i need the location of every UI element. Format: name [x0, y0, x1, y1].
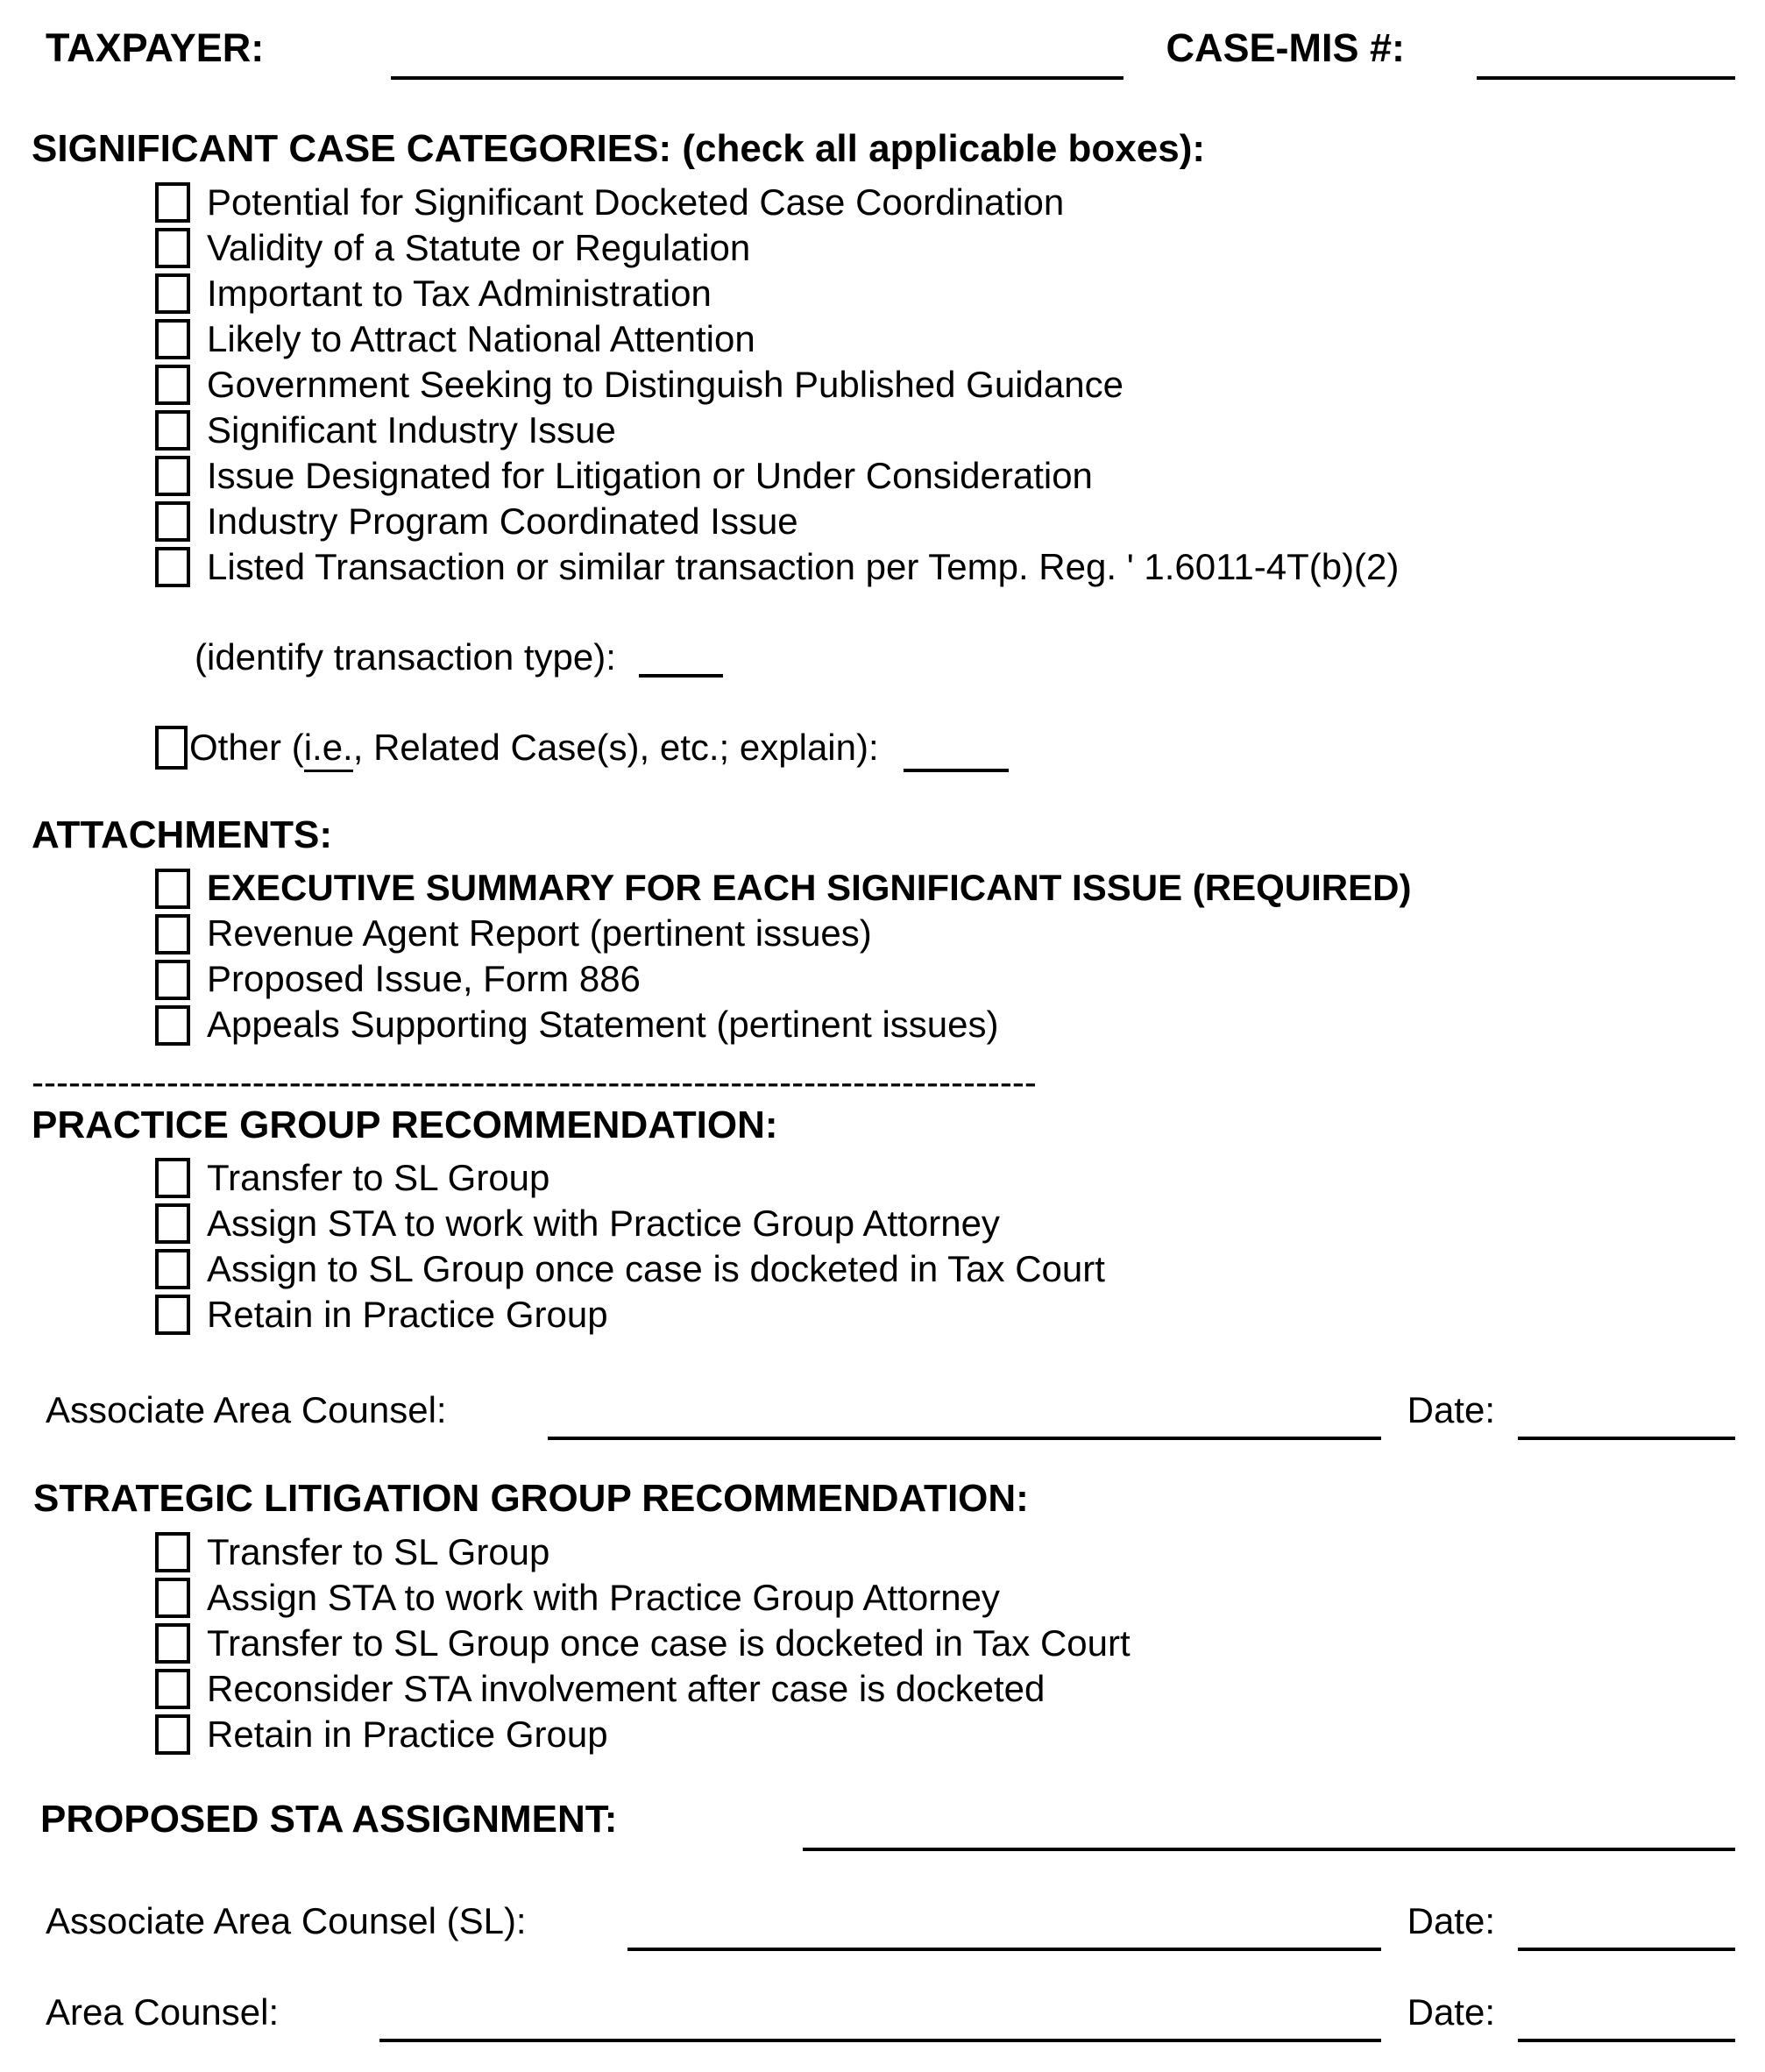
checkbox-important-tax-admin[interactable]	[155, 273, 190, 314]
significant-categories-heading: SIGNIFICANT CASE CATEGORIES: (check all applicable boxes):	[32, 127, 1205, 170]
checkbox-label: Transfer to SL Group	[207, 1530, 550, 1572]
category-row	[155, 544, 1735, 590]
checkbox-revenue-agent-report[interactable]	[155, 914, 190, 954]
checkbox-label: Government Seeking to Distinguish Published Guidance	[207, 363, 1124, 405]
checkbox-label: Important to Tax Administration	[207, 272, 712, 314]
checkbox-slg-reconsider-sta[interactable]	[155, 1669, 190, 1709]
checkbox-validity-statute[interactable]	[155, 228, 190, 268]
recommendation-row	[155, 1155, 1735, 1201]
date-input-line[interactable]	[1518, 1918, 1735, 1951]
category-row	[155, 225, 1735, 271]
checkbox-label: Potential for Significant Docketed Case Coordination	[207, 181, 1065, 223]
date-label: Date:	[1407, 1899, 1495, 1941]
case-mis-label: CASE-MIS #:	[1166, 25, 1405, 70]
checkbox-distinguish-guidance[interactable]	[155, 365, 190, 405]
area-counsel-signature-line[interactable]	[379, 2009, 1380, 2042]
checkbox-executive-summary[interactable]	[155, 869, 190, 909]
identify-transaction-row	[195, 635, 1735, 681]
checkbox-label: Reconsider STA involvement after case is docketed	[207, 1667, 1046, 1709]
associate-area-counsel-sl-signature-line[interactable]	[627, 1918, 1381, 1951]
checkbox-label: Assign STA to work with Practice Group Attorney	[207, 1576, 1000, 1618]
checkbox-label: Transfer to SL Group	[207, 1157, 550, 1199]
other-label-ie: i.e.	[304, 727, 353, 772]
checkbox-label: EXECUTIVE SUMMARY FOR EACH SIGNIFICANT ISSUE (REQUIRED)	[207, 867, 1412, 909]
recommendation-row	[155, 1621, 1735, 1666]
associate-area-counsel-row	[46, 1381, 1735, 1432]
category-row	[155, 499, 1735, 544]
category-row	[155, 316, 1735, 362]
category-row	[155, 362, 1735, 408]
checkbox-other[interactable]	[155, 726, 188, 770]
checkbox-label: Assign to SL Group once case is docketed in Tax Court	[207, 1248, 1105, 1290]
area-counsel-label: Area Counsel:	[46, 1990, 280, 2033]
date-input-line[interactable]	[1518, 2009, 1735, 2042]
checkbox-label: Retain in Practice Group	[207, 1713, 608, 1755]
recommendation-row	[155, 1575, 1735, 1621]
proposed-sta-row	[40, 1798, 1735, 1843]
attachment-row	[155, 957, 1735, 1003]
strategic-group-heading: STRATEGIC LITIGATION GROUP RECOMMENDATION:	[33, 1477, 1029, 1521]
identify-transaction-input-line[interactable]	[639, 644, 723, 678]
date-label: Date:	[1407, 1990, 1495, 2033]
attachments-list	[32, 866, 1735, 1048]
attachment-row	[155, 1003, 1735, 1048]
checkbox-label: Industry Program Coordinated Issue	[207, 500, 798, 542]
other-label-suffix: , Related Case(s), etc.; explain):	[352, 726, 879, 768]
recommendation-row	[155, 1201, 1735, 1246]
checkbox-national-attention[interactable]	[155, 319, 190, 359]
checkbox-label: Appeals Supporting Statement (pertinent issues)	[207, 1004, 999, 1046]
associate-area-counsel-sl-label: Associate Area Counsel (SL):	[46, 1899, 527, 1941]
proposed-sta-input-line[interactable]	[803, 1818, 1735, 1851]
checkbox-industry-issue[interactable]	[155, 410, 190, 451]
recommendation-row	[155, 1529, 1735, 1575]
date-label: Date:	[1407, 1389, 1495, 1430]
practice-group-heading: PRACTICE GROUP RECOMMENDATION:	[32, 1103, 778, 1146]
checkbox-proposed-issue-886[interactable]	[155, 960, 190, 1000]
checkbox-docketed-coordination[interactable]	[155, 182, 190, 223]
taxpayer-label: TAXPAYER:	[46, 25, 265, 70]
checkbox-listed-transaction[interactable]	[155, 547, 190, 587]
case-mis-input-line[interactable]	[1477, 46, 1735, 80]
other-label	[189, 726, 879, 770]
category-row	[155, 180, 1735, 225]
checkbox-label: Significant Industry Issue	[207, 408, 616, 451]
checkbox-slg-assign-sta[interactable]	[155, 1578, 190, 1618]
checkbox-designated-litigation[interactable]	[155, 456, 190, 496]
associate-area-counsel-label: Associate Area Counsel:	[46, 1389, 447, 1430]
attachment-row	[155, 912, 1735, 957]
other-label-prefix: Other (	[189, 726, 304, 768]
checkbox-label: Validity of a Statute or Regulation	[207, 226, 751, 268]
strategic-group-list	[32, 1529, 1735, 1757]
checkbox-label: Likely to Attract National Attention	[207, 317, 755, 359]
proposed-sta-heading: PROPOSED STA ASSIGNMENT:	[40, 1798, 618, 1841]
recommendation-row	[155, 1246, 1735, 1292]
recommendation-row	[155, 1712, 1735, 1757]
significant-categories-list	[32, 180, 1735, 590]
checkbox-label: Listed Transaction or similar transaction per Temp. Reg. ' 1.6011-4T(b)(2)	[207, 545, 1400, 587]
checkbox-industry-program[interactable]	[155, 501, 190, 542]
checkbox-label: Retain in Practice Group	[207, 1294, 608, 1336]
checkbox-pg-transfer-sl[interactable]	[155, 1158, 190, 1198]
checkbox-slg-transfer-sl[interactable]	[155, 1532, 190, 1572]
other-category-row	[155, 723, 1735, 772]
checkbox-label: Issue Designated for Litigation or Under Consideration	[207, 454, 1093, 496]
category-row	[155, 408, 1735, 453]
attachments-heading: ATTACHMENTS:	[32, 812, 332, 856]
taxpayer-input-line[interactable]	[391, 46, 1124, 80]
checkbox-label: Revenue Agent Report (pertinent issues)	[207, 912, 872, 954]
checkbox-label: Assign STA to work with Practice Group Attorney	[207, 1203, 1000, 1245]
checkbox-pg-retain[interactable]	[155, 1295, 190, 1335]
checkbox-label: Proposed Issue, Form 886	[207, 958, 641, 1000]
date-input-line[interactable]	[1518, 1407, 1735, 1440]
category-row	[155, 271, 1735, 316]
other-explain-input-line[interactable]	[904, 739, 1009, 772]
recommendation-row	[155, 1292, 1735, 1338]
taxpayer-case-row	[46, 23, 1735, 72]
practice-group-list	[32, 1155, 1735, 1338]
checkbox-pg-assign-sl-docketed[interactable]	[155, 1249, 190, 1289]
attachment-row	[155, 866, 1735, 912]
associate-area-counsel-sl-row	[46, 1892, 1735, 1943]
recommendation-row	[155, 1666, 1735, 1712]
associate-area-counsel-signature-line[interactable]	[548, 1407, 1381, 1440]
category-row	[155, 453, 1735, 499]
checkbox-pg-assign-sta[interactable]	[155, 1203, 190, 1244]
dashed-divider: ----------------------------------------------------------------------------------	[32, 1061, 1037, 1097]
identify-transaction-label: (identify transaction type):	[195, 635, 616, 678]
checkbox-slg-transfer-sl-docketed[interactable]	[155, 1623, 190, 1664]
area-counsel-row	[46, 1983, 1735, 2034]
checkbox-label: Transfer to SL Group once case is docketed in Tax Court	[207, 1621, 1131, 1664]
checkbox-slg-retain[interactable]	[155, 1714, 190, 1755]
checkbox-appeals-statement[interactable]	[155, 1005, 190, 1046]
